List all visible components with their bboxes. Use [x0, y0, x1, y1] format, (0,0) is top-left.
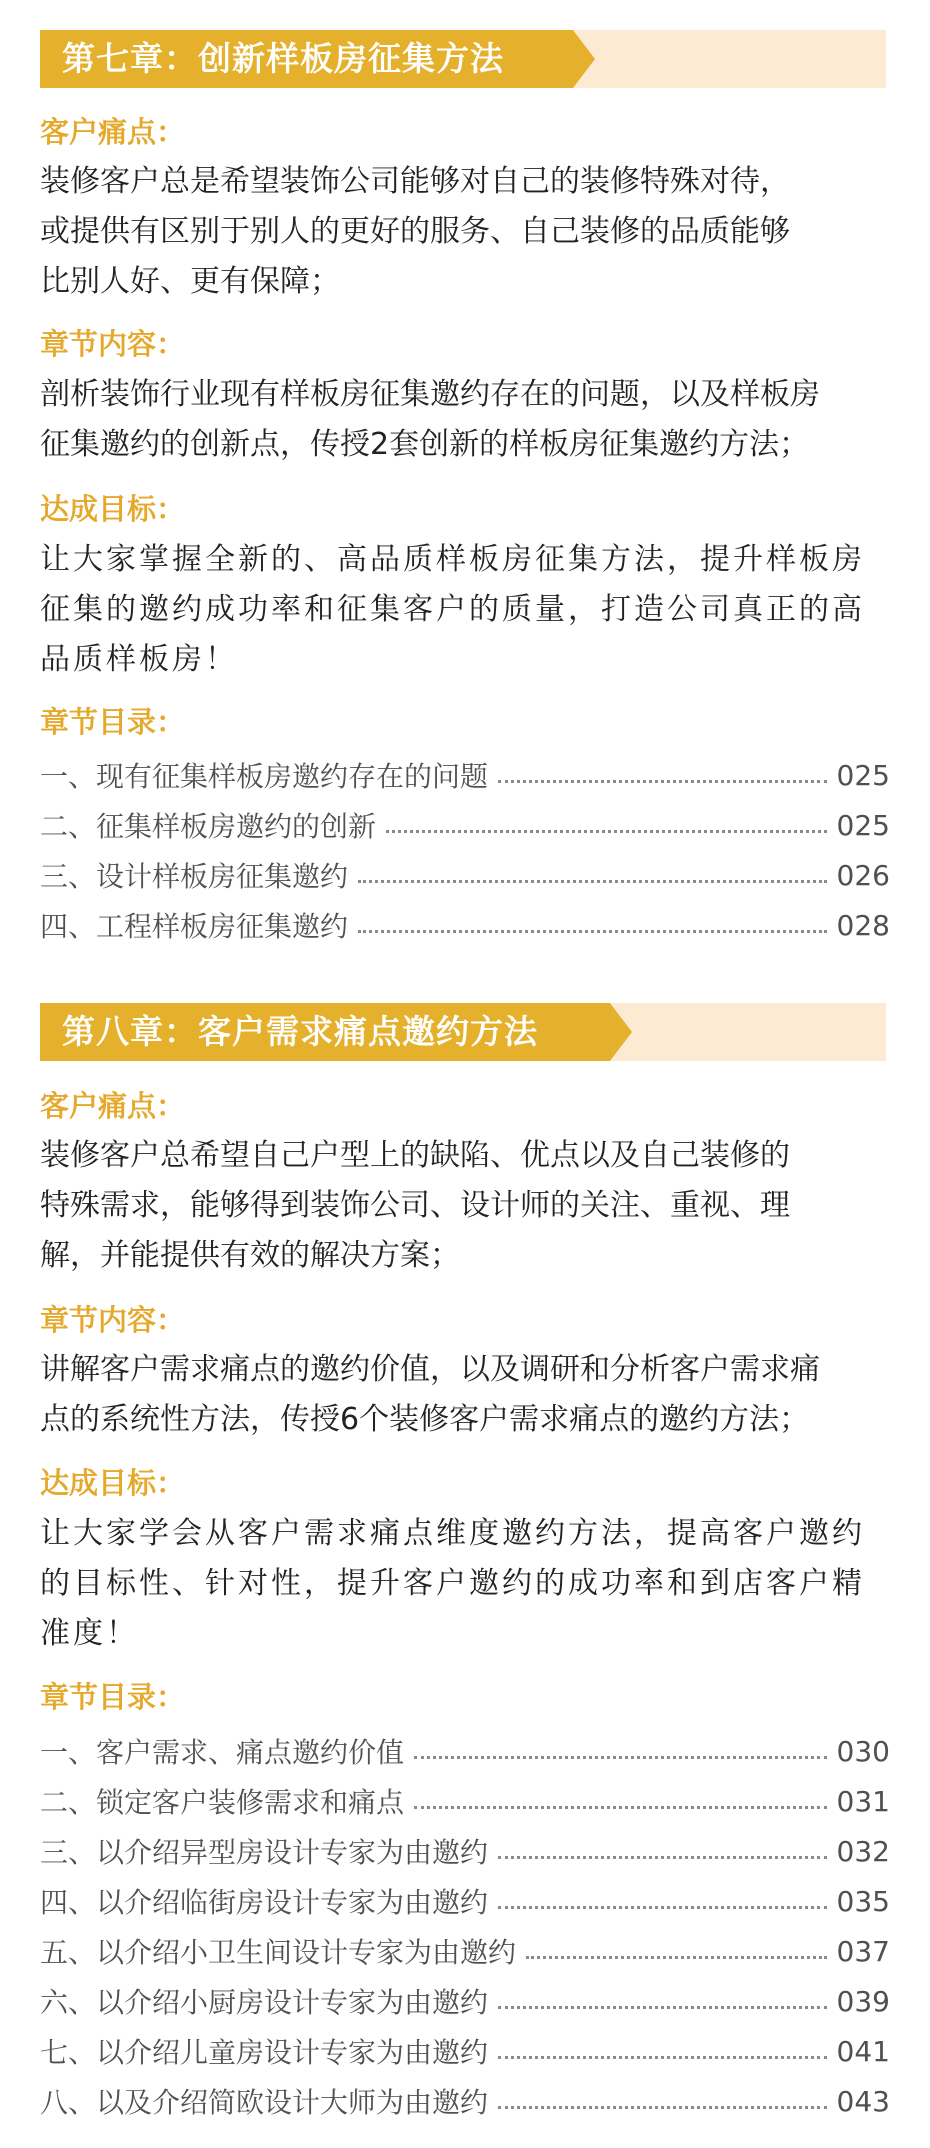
toc-dot-leader — [526, 1956, 827, 1959]
goal-label: 达成目标： — [40, 492, 186, 526]
pain-line: 解，并能提供有效的解决方案； — [40, 1238, 460, 1273]
goal-label: 达成目标： — [40, 1466, 186, 1500]
toc-entry[interactable] — [40, 1929, 890, 1973]
toc-dot-leader — [498, 780, 827, 783]
toc-page-number: 026 — [836, 858, 890, 892]
toc-entry[interactable] — [40, 1979, 890, 2023]
toc-entry[interactable] — [40, 1779, 890, 1823]
toc-entry-title: 一、现有征集样板房邀约存在的问题 — [40, 760, 489, 793]
toc-page-number: 037 — [836, 1934, 890, 1968]
toc-dot-leader — [414, 1756, 827, 1759]
toc-dot-leader — [414, 1806, 827, 1809]
toc-dot-leader — [498, 1906, 827, 1909]
pain-line: 装修客户总是希望装饰公司能够对自己的装修特殊对待， — [40, 164, 790, 199]
toc-entry-title: 三、设计样板房征集邀约 — [40, 860, 349, 893]
goal-line: 品质样板房！ — [40, 642, 238, 677]
content-label: 章节内容： — [40, 327, 186, 361]
content-line: 讲解客户需求痛点的邀约价值，以及调研和分析客户需求痛 — [40, 1352, 820, 1387]
content-label: 章节内容： — [40, 1303, 186, 1337]
toc-entry-title: 五、以介绍小卫生间设计专家为由邀约 — [40, 1936, 517, 1969]
goal-line: 的目标性、针对性，提升客户邀约的成功率和到店客户精 — [40, 1566, 865, 1601]
toc-page-number: 031 — [836, 1784, 890, 1818]
toc-page-number: 028 — [836, 908, 890, 942]
goal-line: 让大家学会从客户需求痛点维度邀约方法，提高客户邀约 — [40, 1516, 865, 1551]
pain-label: 客户痛点： — [40, 115, 186, 149]
goal-text — [40, 535, 890, 685]
toc-entry-title: 四、工程样板房征集邀约 — [40, 910, 349, 943]
toc-page-number: 025 — [836, 758, 890, 792]
toc-page-number: 043 — [836, 2084, 890, 2118]
toc-dot-leader — [498, 2106, 827, 2109]
pain-line: 装修客户总希望自己户型上的缺陷、优点以及自己装修的 — [40, 1138, 790, 1173]
toc-dot-leader — [386, 830, 827, 833]
pain-line: 特殊需求，能够得到装饰公司、设计师的关注、重视、理 — [40, 1188, 790, 1223]
toc-page-number: 025 — [836, 808, 890, 842]
toc-entry[interactable] — [40, 2029, 890, 2073]
toc-label: 章节目录： — [40, 1680, 186, 1714]
toc-entry-title: 二、锁定客户装修需求和痛点 — [40, 1786, 405, 1819]
toc-entry[interactable] — [40, 903, 890, 947]
chapter-8-banner — [40, 1003, 886, 1061]
toc-page-number: 032 — [836, 1834, 890, 1868]
content-text — [40, 370, 890, 470]
pain-line: 比别人好、更有保障； — [40, 264, 340, 299]
toc-entry[interactable] — [40, 2079, 890, 2123]
toc-page-number: 039 — [836, 1984, 890, 2018]
toc-entry-title: 四、以介绍临街房设计专家为由邀约 — [40, 1886, 489, 1919]
goal-line: 征集的邀约成功率和征集客户的质量，打造公司真正的高 — [40, 592, 865, 627]
content-line: 剖析装饰行业现有样板房征集邀约存在的问题，以及样板房 — [40, 377, 820, 412]
toc-page-number: 035 — [836, 1884, 890, 1918]
toc-dot-leader — [498, 1856, 827, 1859]
toc-entry-title: 七、以介绍儿童房设计专家为由邀约 — [40, 2036, 489, 2069]
toc-entry[interactable] — [40, 1829, 890, 1873]
toc-entry[interactable] — [40, 1879, 890, 1923]
toc-entry-title: 六、以介绍小厨房设计专家为由邀约 — [40, 1986, 489, 2019]
toc-entry-title: 二、征集样板房邀约的创新 — [40, 810, 377, 843]
chapter-8-title: 第八章：客户需求痛点邀约方法 — [62, 1012, 538, 1051]
pain-label: 客户痛点： — [40, 1089, 186, 1123]
toc-entry[interactable] — [40, 803, 890, 847]
toc-dot-leader — [498, 2056, 827, 2059]
toc-entry-title: 一、客户需求、痛点邀约价值 — [40, 1736, 405, 1769]
goal-text — [40, 1509, 890, 1659]
pain-text — [40, 1131, 890, 1281]
chapter-7-title: 第七章：创新样板房征集方法 — [62, 39, 504, 78]
toc-entry[interactable] — [40, 853, 890, 897]
toc-entry[interactable] — [40, 753, 890, 797]
pain-text — [40, 157, 890, 307]
toc-page-number: 030 — [836, 1734, 890, 1768]
goal-line: 准度！ — [40, 1616, 139, 1651]
content-line: 点的系统性方法，传授6个装修客户需求痛点的邀约方法； — [40, 1402, 810, 1437]
toc-label: 章节目录： — [40, 705, 186, 739]
toc-entry-title: 三、以介绍异型房设计专家为由邀约 — [40, 1836, 489, 1869]
toc-dot-leader — [358, 930, 827, 933]
content-text — [40, 1345, 890, 1445]
toc-entry-title: 八、以及介绍简欧设计大师为由邀约 — [40, 2086, 489, 2119]
chapter-7-banner — [40, 30, 886, 88]
toc-entry[interactable] — [40, 1729, 890, 1773]
toc-page-number: 041 — [836, 2034, 890, 2068]
toc-dot-leader — [358, 880, 827, 883]
pain-line: 或提供有区别于别人的更好的服务、自己装修的品质能够 — [40, 214, 790, 249]
goal-line: 让大家掌握全新的、高品质样板房征集方法，提升样板房 — [40, 542, 865, 577]
toc-dot-leader — [498, 2006, 827, 2009]
content-line: 征集邀约的创新点，传授2套创新的样板房征集邀约方法； — [40, 427, 810, 462]
